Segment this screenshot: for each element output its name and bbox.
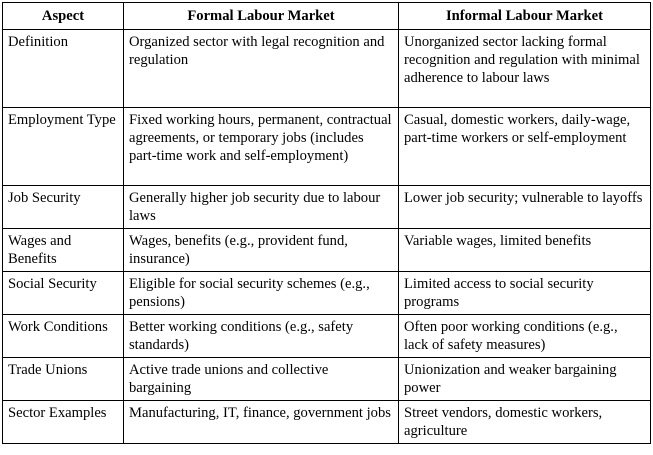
comparison-table [2,2,651,444]
informal-cell: Often poor working conditions (e.g., lack of safety measures) [399,315,651,358]
table-row [3,229,651,272]
table-row [3,272,651,315]
table-row [3,401,651,444]
formal-cell: Better working conditions (e.g., safety standards) [124,315,399,358]
informal-cell: Limited access to social security programs [399,272,651,315]
aspect-cell: Job Security [3,186,124,229]
aspect-cell: Social Security [3,272,124,315]
header-informal-labour-market: Informal Labour Market [399,3,651,30]
table-row [3,315,651,358]
formal-cell: Organized sector with legal recognition and regulation [124,30,399,108]
aspect-cell: Definition [3,30,124,108]
informal-cell: Unionization and weaker bargaining power [399,358,651,401]
table-row [3,186,651,229]
informal-cell: Variable wages, limited benefits [399,229,651,272]
informal-cell: Unorganized sector lacking formal recognition and regulation with minimal adherence to labour laws [399,30,651,108]
formal-cell: Fixed working hours, permanent, contractual agreements, or temporary jobs (includes part-time work and self-employment) [124,108,399,186]
aspect-cell: Trade Unions [3,358,124,401]
aspect-cell: Sector Examples [3,401,124,444]
formal-cell: Generally higher job security due to labour laws [124,186,399,229]
formal-cell: Wages, benefits (e.g., provident fund, insurance) [124,229,399,272]
formal-cell: Eligible for social security schemes (e.g., pensions) [124,272,399,315]
table-row [3,358,651,401]
aspect-cell: Work Conditions [3,315,124,358]
header-formal-labour-market: Formal Labour Market [124,3,399,30]
informal-cell: Casual, domestic workers, daily-wage, part-time workers or self-employment [399,108,651,186]
header-aspect: Aspect [3,3,124,30]
informal-cell: Lower job security; vulnerable to layoffs [399,186,651,229]
aspect-cell: Employment Type [3,108,124,186]
header-row [3,3,651,30]
table-row [3,30,651,108]
formal-cell: Active trade unions and collective bargaining [124,358,399,401]
formal-cell: Manufacturing, IT, finance, government jobs [124,401,399,444]
table-row [3,108,651,186]
informal-cell: Street vendors, domestic workers, agriculture [399,401,651,444]
aspect-cell: Wages and Benefits [3,229,124,272]
